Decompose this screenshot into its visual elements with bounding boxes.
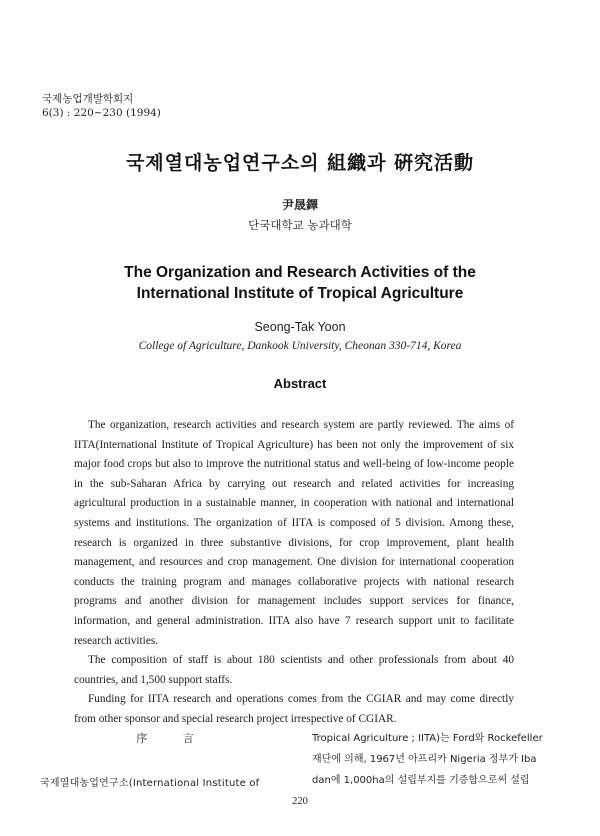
korean-title: 국제열대농업연구소의 組織과 硏究活動 xyxy=(125,152,475,174)
body-right-column xyxy=(312,728,548,791)
page-number: 220 xyxy=(292,796,308,807)
korean-author: 尹晟鐸 xyxy=(281,198,318,212)
abstract-paragraph: The composition of staff is about 180 scientists and other professionals from about 40 countries, and 1,500 support staffs. xyxy=(74,654,514,686)
body-left-text: 국제열대농업연구소(International Institute of xyxy=(40,778,260,789)
body-right-line: 재단에 의해, 1967년 아프리카 Nigeria 정부가 Iba xyxy=(312,754,537,765)
section-heading: 序 言 xyxy=(136,732,210,745)
abstract-heading: Abstract xyxy=(273,376,327,391)
body-right-line: Tropical Agriculture ; IITA)는 Ford와 Rockefeller xyxy=(312,733,543,744)
abstract-paragraph: The organization, research activities and research system are partly reviewed. The aims of IITA(International Institute of Tropical Agriculture) has been not only the improvement of six major food crops but also to improve the nutritional status and well-being of low-income people in the sub-Saharan Africa by carrying out research and related activities for increasing agricultural production in a sustainable manner, in cooperation with national and international systems and institutions. The organization of IITA is composed of 5 division. Among these, research is organized in three substantive divisions, for crop improvement, plant health management, and resources and crop management. One division for international cooperation conducts the training program and manages collaborative projects with national research programs and another division for management includes support services for finance, information, and general administration. IITA also have 7 research support unit to facilitate research activities. xyxy=(74,419,514,647)
journal-header xyxy=(42,92,161,120)
korean-affiliation: 단국대학교 농과대학 xyxy=(248,218,352,232)
english-affiliation: College of Agriculture, Dankook University, Cheonan 330-714, Korea xyxy=(138,340,462,352)
english-title-line2: International Institute of Tropical Agriculture xyxy=(136,285,464,302)
abstract-paragraph: Funding for IITA research and operations comes from the CGIAR and may come directly from other sponsor and special research project irrespective of CGIAR. xyxy=(74,693,514,725)
body-left-column xyxy=(40,730,290,789)
abstract-body xyxy=(74,416,514,730)
english-title-line1: The Organization and Research Activities of the xyxy=(124,264,476,281)
english-author: Seong-Tak Yoon xyxy=(254,320,346,334)
journal-citation: 6(3) : 220~230 (1994) xyxy=(42,107,161,119)
english-title xyxy=(0,262,600,304)
journal-name: 국제농업개발학회지 xyxy=(42,93,134,105)
body-right-line: dan에 1,000ha의 설립부지를 기증함으로써 설립 xyxy=(312,775,530,786)
